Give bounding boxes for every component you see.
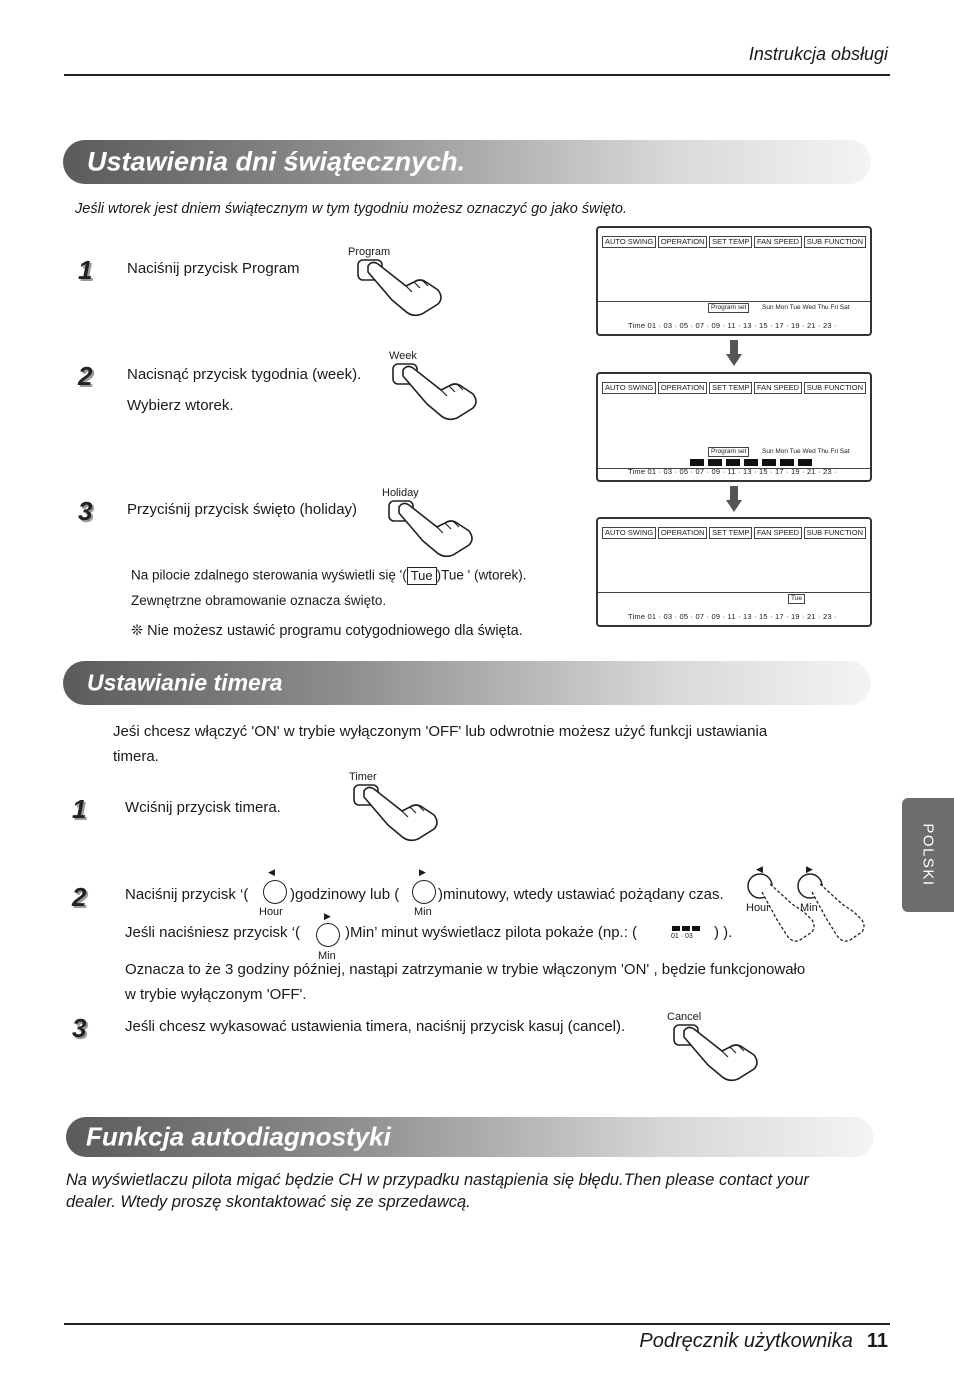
step-text: Jeśli chcesz wykasować ustawienia timera, naciśnij przycisk kasuj (cancel).: [125, 1018, 626, 1035]
remote-lcd-display: [596, 517, 872, 627]
lcd-tab: AUTO SWING: [602, 236, 656, 248]
button-label: Holiday: [382, 487, 419, 499]
note-line: Na pilocie zdalnego sterowania wyświetli się '( Tue )Tue ' (wtorek).: [131, 567, 527, 583]
section-title: Ustawianie timera: [87, 669, 283, 696]
min-button-icon: [412, 880, 436, 904]
footer-title: Podręcznik użytkownika: [639, 1330, 853, 1352]
arrow-down-icon: [726, 486, 742, 512]
step-text: )godzinowy lub (: [290, 886, 400, 903]
lcd-days: Sun Mon Tue Wed Thu Fri Sat: [762, 448, 850, 455]
lcd-tab: FAN SPEED: [754, 236, 802, 248]
lcd-tab: SUB FUNCTION: [804, 527, 866, 539]
section-intro: timera.: [113, 748, 159, 765]
note-warning: ❊ Nie możesz ustawić programu cotygodniowego dla święta.: [131, 623, 523, 639]
step-number: 1: [72, 794, 87, 824]
lcd-timeline: Time 01 · 03 · 05 · 07 · 09 · 11 · 13 · 15 · 17 · 19 · 21 · 23 ·: [628, 321, 837, 330]
step-text: Nacisnąć przycisk tygodnia (week).: [127, 366, 362, 383]
button-label: Min: [318, 950, 336, 962]
note-line: Zewnętrzne obramowanie oznacza święto.: [131, 593, 387, 608]
header-title: Instrukcja obsługi: [748, 44, 888, 64]
footer-rule: [64, 1323, 890, 1325]
lcd-program-set: Program set: [708, 447, 749, 457]
hand-press-icon: [383, 497, 478, 569]
right-arrow-icon: ▶: [806, 864, 813, 874]
button-label: Hour: [746, 902, 770, 914]
section-intro: Jeśi chcesz włączyć 'ON' w trybie wyłączonym 'OFF' lub odwrotnie możesz użyć funkcji ustawiania: [113, 723, 768, 740]
right-arrow-icon: ▶: [324, 911, 331, 921]
min-button-icon: [316, 923, 340, 947]
button-label: Program: [348, 246, 391, 258]
lcd-tab: AUTO SWING: [602, 382, 656, 394]
lcd-program-set: Program set: [708, 303, 749, 313]
step-number: 1: [78, 255, 93, 285]
lcd-tab: SUB FUNCTION: [804, 382, 866, 394]
lcd-tab: FAN SPEED: [754, 527, 802, 539]
button-label: Min: [414, 906, 432, 918]
section-title: Funkcja autodiagnostyki: [86, 1121, 391, 1152]
holiday-indicator-box: Tue: [407, 567, 437, 585]
lcd-tab: SUB FUNCTION: [804, 236, 866, 248]
hand-press-icon: [352, 256, 447, 328]
right-arrow-icon: ▶: [419, 867, 426, 877]
arrow-down-icon: [726, 340, 742, 366]
step-text: Oznacza to że 3 godziny później, nastąpi zatrzymanie w trybie włączonym 'ON' , będzie funkcjonowało: [125, 961, 806, 978]
button-label: Timer: [349, 771, 377, 783]
hand-press-icon: [387, 360, 482, 432]
step-text: ) ).: [714, 924, 733, 941]
step-number: 3: [72, 1013, 87, 1043]
step-text: Naciśnij przycisk ‘(: [125, 886, 249, 903]
button-label: Week: [389, 350, 417, 362]
step-text-secondary: Wybierz wtorek.: [127, 397, 234, 414]
section-intro: Jeśli wtorek jest dniem świątecznym w tym tygodniu możesz oznaczyć go jako święto.: [75, 201, 628, 217]
page-number: 11: [866, 1330, 888, 1352]
left-arrow-icon: ◀: [756, 864, 763, 874]
button-label: Cancel: [667, 1011, 702, 1023]
lcd-tab: OPERATION: [658, 382, 708, 394]
hand-press-icon: [348, 781, 443, 853]
section-band-timer: [63, 661, 871, 705]
section-band-diagnostics: [66, 1117, 874, 1157]
lcd-days: Sun Mon Tue Wed Thu Fri Sat: [762, 304, 850, 311]
button-label: Hour: [259, 906, 283, 918]
button-label: Min: [800, 902, 818, 914]
step-text: )Min’ minut wyświetlacz pilota pokaże (np.: (: [345, 924, 638, 941]
step-text: Jeśli naciśniesz przycisk ‘(: [125, 924, 301, 941]
timer-example-display: 01 · 03: [668, 924, 708, 942]
section-band-holidays: [63, 140, 871, 184]
section-text: Na wyświetlaczu pilota migać będzie CH w przypadku nastąpienia się błędu.Then please contact your: [66, 1171, 809, 1189]
hand-press-icon: [668, 1021, 763, 1093]
header-rule: [64, 74, 890, 76]
footer: [639, 1330, 888, 1353]
lcd-tab: SET TEMP: [709, 236, 752, 248]
hour-button-icon: [263, 880, 287, 904]
step-number: 2: [72, 882, 87, 912]
step-text: )minutowy, wtedy ustawiać pożądany czas.: [438, 886, 724, 903]
step-text: Naciśnij przycisk Program: [127, 260, 300, 277]
lcd-tab: FAN SPEED: [754, 382, 802, 394]
lcd-timeline: Time 01 · 03 · 05 · 07 · 09 · 11 · 13 · 15 · 17 · 19 · 21 · 23 ·: [628, 612, 837, 621]
step-text: Przyciśnij przycisk święto (holiday): [127, 501, 358, 518]
lcd-tab: OPERATION: [658, 527, 708, 539]
step-number: 2: [78, 361, 93, 391]
remote-lcd-display: [596, 226, 872, 336]
lcd-tab: SET TEMP: [709, 382, 752, 394]
step-text: w trybie wyłączonym 'OFF'.: [125, 986, 307, 1003]
lcd-tab: OPERATION: [658, 236, 708, 248]
lcd-timeline: Time 01 · 03 · 05 · 07 · 09 · 11 · 13 · 15 · 17 · 19 · 21 · 23 ·: [628, 467, 837, 476]
lcd-tab: SET TEMP: [709, 527, 752, 539]
lcd-tab: AUTO SWING: [602, 527, 656, 539]
lcd-program-bars: [690, 458, 820, 467]
step-number: 3: [78, 496, 93, 526]
language-side-tab: POLSKI: [902, 798, 954, 912]
section-text: dealer. Wtedy proszę skontaktować się ze sprzedawcą.: [66, 1193, 471, 1211]
step-text: Wciśnij przycisk timera.: [125, 799, 281, 816]
lcd-holiday-mark: Tue: [788, 594, 805, 604]
section-title: Ustawienia dni świątecznych.: [87, 146, 466, 177]
remote-lcd-display: [596, 372, 872, 482]
left-arrow-icon: ◀: [268, 867, 275, 877]
